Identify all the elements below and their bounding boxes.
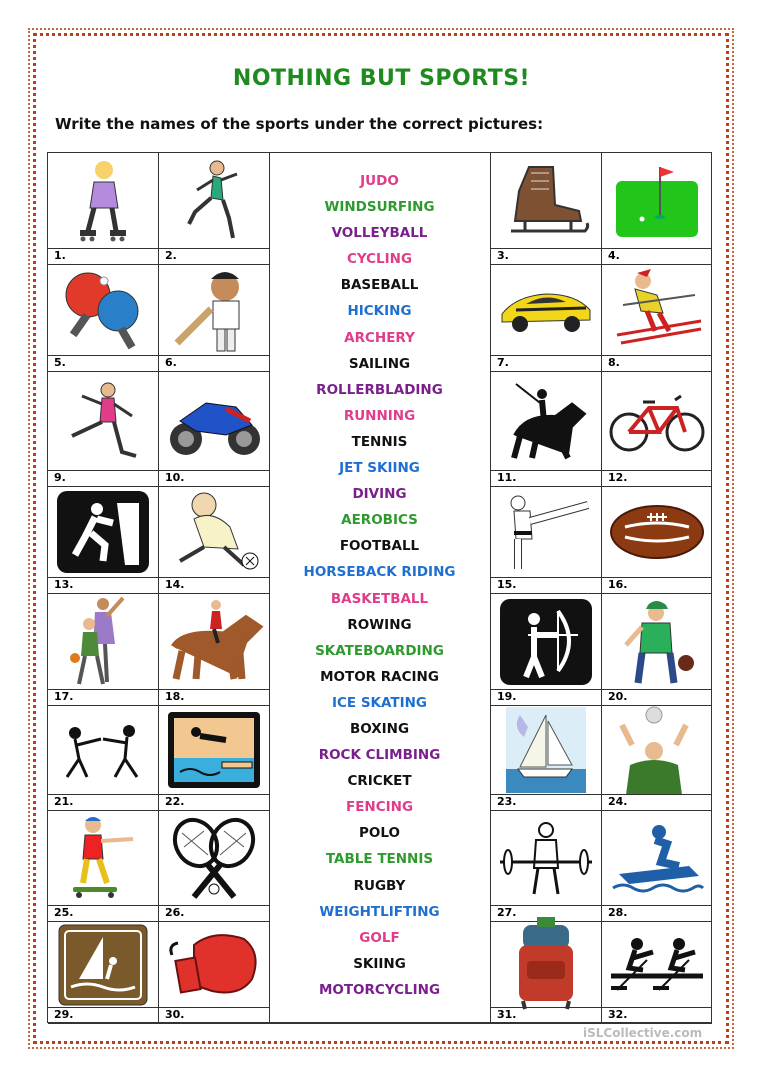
picture-number: 2. [165,249,177,262]
word-bank-item: SKATEBOARDING [315,642,444,659]
word-bank-item: GOLF [359,929,400,946]
picture-cell [48,153,159,265]
word-bank-item: POLO [359,825,400,842]
tennis-rackets-icon [159,811,269,905]
picture-number: 25. [54,906,74,919]
picture-number: 9. [54,471,66,484]
picture-number: 26. [165,906,185,919]
baseball-player-icon [602,594,711,689]
word-bank-item: ROWING [347,616,412,633]
jet-ski-icon [602,811,711,905]
picture-number: 30. [165,1008,185,1021]
watermark: iSLCollective.com [583,1026,703,1040]
fencers-icon [48,706,158,794]
word-bank-item: CRICKET [347,773,412,790]
word-bank-item: VOLLEYBALL [331,225,428,242]
picture-cell [159,706,270,811]
word-bank-item: FOOTBALL [339,538,420,555]
aerobics-icon [48,372,158,470]
picture-number: 32. [608,1008,628,1021]
picture-number: 15. [497,578,517,591]
picture-number: 23. [497,795,517,808]
picture-number: 6. [165,356,177,369]
picture-cell [48,372,159,487]
weightlifter-icon [491,811,601,905]
word-bank-item: CYCLING [346,251,413,268]
picture-number: 21. [54,795,74,808]
picture-cell [491,265,602,372]
picture-cell [491,706,602,811]
word-bank-item: RUNNING [343,407,416,424]
picture-number: 19. [497,690,517,703]
instructions: Write the names of the sports under the correct pictures: [55,115,544,133]
picture-number: 16. [608,578,628,591]
picture-number: 10. [165,471,185,484]
picture-cell [48,487,159,594]
word-bank-item: JET SKIING [339,460,420,477]
word-bank-item: ARCHERY [344,329,415,346]
word-bank-item: WEIGHTLIFTING [319,903,440,920]
picture-number: 31. [497,1008,517,1021]
picture-number: 7. [497,356,509,369]
picture-cell [602,487,712,594]
sailboat-icon [491,706,601,794]
boxing-glove-icon [159,922,269,1007]
bicycle-icon [602,372,711,470]
race-car-icon [491,265,601,355]
picture-number: 13. [54,578,74,591]
word-bank-item: FENCING [345,799,414,816]
rock-climbing-sign-icon [48,487,158,577]
picture-cell [159,594,270,706]
picture-cell [602,153,712,265]
basketball-players-icon [48,594,158,689]
table-tennis-paddles-icon [48,265,158,355]
picture-cell [491,922,602,1024]
picture-cell [159,922,270,1024]
word-bank-item: SKIING [353,955,406,972]
word-bank-item: ROLLERBLADING [316,381,443,398]
word-bank-item: WINDSURFING [324,199,435,216]
hiking-backpack-icon [491,922,601,1007]
picture-cell [491,811,602,922]
word-bank-item: DIVING [352,486,407,503]
skier-icon [602,265,711,355]
picture-cell [48,706,159,811]
picture-cell [48,922,159,1024]
picture-cell [491,487,602,594]
runner-icon [159,153,269,248]
picture-number: 11. [497,471,517,484]
picture-cell [48,811,159,922]
picture-cell [159,265,270,372]
word-bank-item: BOXING [349,720,410,737]
polo-rider-icon [491,372,601,470]
golf-green-icon [602,153,711,248]
motorcycle-icon [159,372,269,470]
picture-cell [159,153,270,265]
volleyball-player-icon [602,706,711,794]
word-bank-item: ROCK CLIMBING [318,747,441,764]
picture-number: 1. [54,249,66,262]
word-bank-item: TENNIS [351,433,408,450]
rowing-icon [602,922,711,1007]
picture-cell [491,594,602,706]
picture-cell [602,706,712,811]
picture-number: 3. [497,249,509,262]
picture-number: 18. [165,690,185,703]
picture-number: 29. [54,1008,74,1021]
picture-cell [48,594,159,706]
horse-rider-icon [159,594,269,689]
word-bank-item: TABLE TENNIS [325,851,434,868]
picture-cell [159,811,270,922]
word-bank-item: MOTORCYCLING [318,981,441,998]
picture-cell [602,811,712,922]
ice-skate-icon [491,153,601,248]
word-bank-item: HORSEBACK RIDING [303,564,456,581]
word-bank-item: AEROBICS [341,512,418,529]
picture-number: 17. [54,690,74,703]
word-bank-item: HICKING [347,303,412,320]
picture-number: 28. [608,906,628,919]
picture-cell [602,372,712,487]
picture-number: 22. [165,795,185,808]
picture-number: 20. [608,690,628,703]
word-bank-item: ICE SKATING [331,694,428,711]
diving-sign-icon [159,706,269,794]
word-bank-item: MOTOR RACING [320,668,439,685]
windsurfing-sign-icon [48,922,158,1007]
picture-number: 8. [608,356,620,369]
picture-number: 5. [54,356,66,369]
football-player-icon [159,487,269,577]
word-bank-item: RUGBY [353,877,406,894]
picture-number: 4. [608,249,620,262]
word-bank-item: BASKETBALL [330,590,429,607]
picture-cell [159,372,270,487]
picture-cell [159,487,270,594]
archery-sign-icon [491,594,601,689]
word-bank-item: SAILING [348,355,411,372]
picture-cell [48,265,159,372]
word-bank-item: JUDO [360,173,399,189]
rugby-ball-icon [602,487,711,577]
picture-number: 24. [608,795,628,808]
picture-cell [602,265,712,372]
picture-number: 27. [497,906,517,919]
picture-number: 14. [165,578,185,591]
picture-cell [491,153,602,265]
cricket-player-icon [159,265,269,355]
picture-cell [491,372,602,487]
word-bank-item: BASEBALL [340,277,419,294]
picture-number: 12. [608,471,628,484]
picture-cell [602,922,712,1024]
judo-kick-icon [491,487,601,577]
picture-cell [602,594,712,706]
skateboarder-icon [48,811,158,905]
word-bank [269,168,490,1003]
rollerblader-icon [48,153,158,248]
page-title: NOTHING BUT SPORTS! [232,66,531,91]
